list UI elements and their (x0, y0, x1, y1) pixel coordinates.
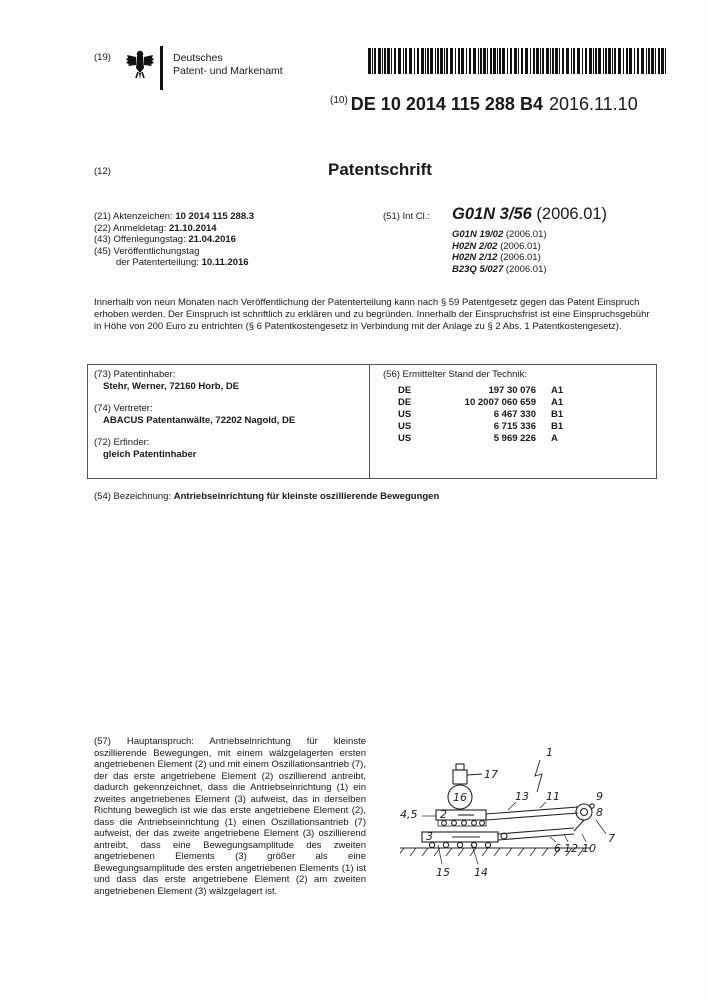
barcode-bar (555, 48, 558, 74)
prior-art-row (398, 396, 563, 408)
barcode-bar (562, 48, 564, 74)
bibliographic-data (94, 211, 254, 269)
publication-number (330, 94, 638, 115)
reference-arrow-1 (535, 760, 542, 792)
barcode-bar (614, 48, 616, 74)
barcode-bar (658, 48, 660, 74)
barcode-bar (651, 48, 654, 74)
title-label: (54) Bezeichnung: (94, 491, 172, 502)
barcode-bar (368, 48, 371, 74)
lever-6 (498, 828, 574, 834)
oscillator-link-10 (574, 820, 584, 831)
holder-label: (73) Patentinhaber: (94, 369, 176, 380)
prior-art-country: US (398, 408, 412, 420)
barcode (368, 48, 668, 74)
aktenzeichen-value: 10 2014 115 288.3 (175, 211, 255, 222)
barcode-bar (566, 48, 569, 74)
aktenzeichen-row (94, 211, 254, 223)
drawing-label-2: 2 (440, 808, 447, 821)
upper-bearings (442, 821, 485, 826)
lever-11 (486, 813, 578, 820)
leader-12 (564, 834, 568, 842)
barcode-bar (387, 48, 390, 74)
secondary-class: B23Q 5/027 (452, 263, 504, 275)
barcode-bar (582, 48, 583, 74)
barcode-bar (546, 48, 549, 74)
barcode-bar (585, 48, 587, 74)
barcode-bar (521, 48, 523, 74)
barcode-bar (480, 48, 482, 74)
offenlegungstag-row (94, 234, 254, 246)
drawing-label-8: 8 (596, 806, 603, 819)
barcode-bar (608, 48, 611, 74)
offenlegungstag-value: 21.04.2016 (188, 234, 236, 245)
drawing-label-11: 11 (546, 790, 560, 803)
federal-eagle-logo (125, 48, 155, 80)
invention-title (94, 491, 439, 502)
prior-art-number: 6 467 330 (493, 408, 536, 420)
barcode-bar (510, 48, 512, 74)
drawing-label-7: 7 (608, 832, 615, 845)
aktenzeichen-label: (21) Aktenzeichen: (94, 211, 173, 222)
barcode-bar (384, 48, 386, 74)
barcode-bar (440, 48, 443, 74)
prior-art-row (398, 432, 563, 444)
barcode-bar (398, 48, 401, 74)
barcode-bar (405, 48, 407, 74)
title-text: Antriebseinrichtung für kleinste oszillierende Bewegungen (173, 491, 440, 502)
barcode-bar (552, 48, 554, 74)
load-17 (453, 770, 467, 784)
claim-label: (57) Hauptanspruch: (94, 736, 194, 747)
barcode-bar (403, 48, 404, 74)
lever-13 (486, 807, 578, 814)
anmeldetag-label: (22) Anmeldetag: (94, 222, 167, 234)
barcode-bar (595, 48, 597, 74)
office-line-1: Deutsches (173, 52, 223, 64)
barcode-bar (497, 48, 498, 74)
main-classification (452, 205, 607, 224)
barcode-bar (473, 48, 476, 74)
barcode-bar (417, 48, 419, 74)
barcode-bar (391, 48, 392, 74)
barcode-bar (490, 48, 492, 74)
barcode-bar (518, 48, 519, 74)
barcode-bar (507, 48, 508, 74)
int-cl-label: (51) Int Cl.: (383, 211, 430, 222)
prior-art-kind: A1 (551, 384, 564, 396)
barcode-bar (525, 48, 528, 74)
secondary-class-row (452, 229, 547, 241)
prior-art-country: US (398, 432, 412, 444)
barcode-bar (530, 48, 531, 74)
pivot-9 (590, 804, 594, 808)
barcode-bar (372, 48, 373, 74)
prior-art-country: DE (398, 384, 412, 396)
secondary-class: H02N 2/12 (452, 252, 498, 264)
prior-art-table (398, 384, 563, 444)
main-claim (94, 736, 366, 897)
barcode-bar (450, 48, 453, 74)
representative-name: ABACUS Patentanwälte, 72202 Nagold, DE (103, 414, 296, 426)
secondary-class-row (452, 252, 547, 264)
inventor (94, 437, 295, 460)
inid-code-10: (10) (330, 95, 348, 106)
barcode-bar (435, 48, 436, 74)
barcode-bar (458, 48, 460, 74)
barcode-bar (487, 48, 488, 74)
barcode-bar (540, 48, 541, 74)
barcode-bar (430, 48, 433, 74)
secondary-class-version: (2006.01) (505, 263, 547, 275)
barcode-bar (665, 48, 666, 74)
prior-art-number: 6 715 336 (493, 420, 536, 432)
barcode-bar (421, 48, 424, 74)
main-class-version: (2006.01) (536, 205, 608, 223)
barcode-bar (444, 48, 445, 74)
erteilung-row (94, 257, 254, 269)
drawing-label-17: 17 (484, 768, 498, 781)
barcode-bar (589, 48, 592, 74)
barcode-bar (382, 48, 383, 74)
barcode-bar (514, 48, 517, 74)
parties (94, 369, 295, 471)
secondary-class-version: (2006.01) (500, 240, 541, 252)
representative (94, 403, 295, 426)
drawing-label-6: 6 (554, 842, 561, 855)
drawing-label-9: 9 (596, 790, 603, 803)
barcode-bar (626, 48, 628, 74)
header-divider (160, 46, 163, 90)
drawing-label-14: 14 (474, 866, 488, 879)
barcode-bar (414, 48, 415, 74)
drawing-label-3: 3 (426, 830, 433, 843)
leader-7 (596, 820, 606, 834)
barcode-bar (559, 48, 560, 74)
representative-label: (74) Vertreter: (94, 403, 153, 414)
barcode-bar (378, 48, 381, 74)
publication-number-value: DE 10 2014 115 288 B4 (350, 94, 543, 114)
erteilung-label: der Patenterteilung: (116, 257, 199, 268)
barcode-bar (655, 48, 656, 74)
barcode-bar (461, 48, 464, 74)
barcode-bar (641, 48, 644, 74)
secondary-classifications (452, 229, 547, 275)
office-line-2: Patent- und Markenamt (173, 65, 283, 77)
secondary-class: H02N 2/02 (452, 240, 498, 252)
barcode-bar (469, 48, 471, 74)
barcode-bar (623, 48, 624, 74)
barcode-bar (374, 48, 376, 74)
patent-office-name (173, 52, 283, 78)
barcode-bar (573, 48, 575, 74)
anmeldetag-row (94, 223, 254, 235)
document-type: Patentschrift (328, 160, 432, 179)
barcode-bar (593, 48, 594, 74)
prior-art-kind: A (551, 432, 558, 444)
barcode-bar (502, 48, 505, 74)
drawing-label-10: 10 (582, 842, 596, 855)
barcode-bar (499, 48, 501, 74)
inventor-name: gleich Patentinhaber (103, 448, 197, 460)
prior-art-row (398, 420, 563, 432)
barcode-bar (646, 48, 647, 74)
barcode-bar (483, 48, 486, 74)
prior-art-kind: A1 (551, 396, 564, 408)
patent-drawing (400, 742, 670, 880)
barcode-bar (571, 48, 572, 74)
prior-art-kind: B1 (551, 420, 564, 432)
barcode-bar (612, 48, 613, 74)
drawing-label-12: 12 (564, 842, 578, 855)
holder-name: Stehr, Werner, 72160 Horb, DE (103, 380, 240, 392)
barcode-bar (493, 48, 496, 74)
drawing-label-13: 13 (515, 790, 529, 803)
opposition-notice: Innerhalb von neun Monaten nach Veröffentlichung der Patenterteilung kann nach § 59 Patentgesetz gegen das Patent Einspruch erhoben werden. Der Einspruch ist schriftlich zu erklären und zu begründen. Innerhalb der Einspruchsfrist ist eine Einspruchsgebühr in Höhe von 200 Euro zu entrichten (§ 6 Patentkostengesetz in Verbindung mit der Anlage zu § 2 Abs. 1 Patentkostengesetz). (94, 297, 650, 332)
barcode-bar (550, 48, 551, 74)
barcode-bar (466, 48, 467, 74)
veroeffentlichungstag-label: (45) Veröffentlichungstag (94, 245, 200, 257)
erteilung-value: 10.11.2016 (201, 257, 249, 268)
prior-art-number: 5 969 226 (493, 432, 536, 444)
secondary-class: G01N 19/02 (452, 229, 504, 240)
publication-date: 2016.11.10 (548, 94, 638, 114)
barcode-bar (446, 48, 448, 74)
leader-13 (508, 802, 516, 810)
barcode-bar (603, 48, 604, 74)
barcode-bar (394, 48, 396, 74)
barcode-bar (427, 48, 429, 74)
barcode-bar (618, 48, 621, 74)
barcode-bar (542, 48, 544, 74)
barcode-bar (629, 48, 632, 74)
leader-10 (582, 834, 586, 842)
patent-holder (94, 369, 295, 392)
prior-art-kind: B1 (551, 408, 564, 420)
lever-12 (498, 834, 574, 840)
inventor-label: (72) Erfinder: (94, 437, 150, 448)
drawing-label-1: 1 (546, 746, 553, 759)
secondary-class-version: (2006.01) (505, 229, 547, 240)
drawing-label-16: 16 (453, 791, 467, 804)
box-divider (369, 364, 370, 478)
inid-code-19: (19) (94, 52, 111, 63)
main-class: G01N 3/56 (452, 205, 532, 223)
prior-art-label: (56) Ermittelter Stand der Technik: (383, 369, 527, 380)
prior-art-number: 10 2007 060 659 (464, 396, 536, 408)
drawing-label-15: 15 (436, 866, 450, 879)
claim-text: Antriebseinrichtung für kleinste oszillierende Bewegungen, mit einem wälzgelagerten ersten angetriebenen Element (2) und mit einem Oszillationsantrieb (7), der das erste angetriebene Element (2) oszillierend antreibt, dadurch gekennzeichnet, dass die Antriebseinrichtung (1) ein zweites angetriebenes Element (3) aufweist, das in derselben Richtung beweglich ist wie das erste angetriebene Element (2), dass die Antriebseinrichtung (1) einen Oszillationsantrieb (7) aufweist, der das zweite angetriebene Element (3) oszillierend antreibt, dass eine Bewegungsamplitude des zweiten angetriebenen Elements (3) größer als eine Bewegungsamplitude des ersten angetriebenen Elements (1) ist und dass das erste angetriebene Element (2) am zweiten angetriebenen Element (3) wälzgelagert ist. (94, 736, 367, 897)
drawing-label-4-5: 4,5 (400, 808, 418, 821)
prior-art-country: DE (398, 396, 412, 408)
barcode-bar (637, 48, 639, 74)
inid-code-12: (12) (94, 166, 111, 177)
prior-art-country: US (398, 420, 412, 432)
barcode-bar (605, 48, 607, 74)
anmeldetag-value: 21.10.2014 (169, 222, 217, 234)
offenlegungstag-label: (43) Offenlegungstag: (94, 234, 186, 245)
barcode-bar (536, 48, 539, 74)
barcode-bar (661, 48, 664, 74)
barcode-bar (648, 48, 650, 74)
prior-art-row (398, 408, 563, 420)
barcode-bar (455, 48, 456, 74)
prior-art-row (398, 384, 563, 396)
barcode-bar (409, 48, 412, 74)
load-17-cap (456, 764, 464, 770)
barcode-bar (598, 48, 601, 74)
load-leader (467, 774, 482, 775)
barcode-bar (577, 48, 580, 74)
secondary-class-row (452, 264, 547, 276)
barcode-bar (478, 48, 479, 74)
secondary-class-row (452, 241, 547, 253)
barcode-bar (634, 48, 635, 74)
barcode-bar (425, 48, 426, 74)
oscillator-8-inner (581, 809, 588, 816)
secondary-class-version: (2006.01) (500, 252, 541, 264)
barcode-bar (533, 48, 535, 74)
prior-art-number: 197 30 076 (488, 384, 536, 396)
barcode-bar (437, 48, 439, 74)
